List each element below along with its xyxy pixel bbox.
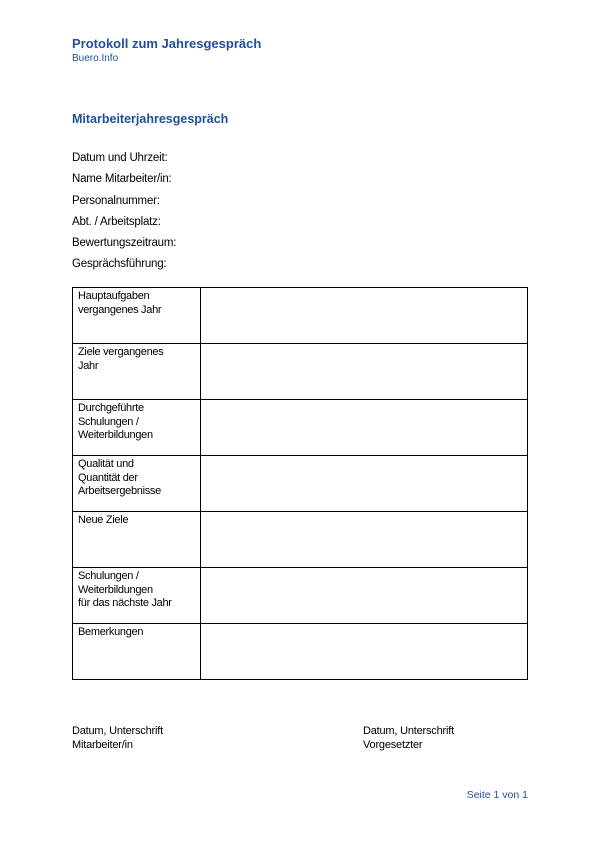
row-label-cell <box>73 624 201 680</box>
row-value-cell[interactable] <box>201 344 528 400</box>
field-label-personnel-number: Personalnummer: <box>72 194 160 207</box>
table-row <box>73 624 528 680</box>
page-subtitle: Buero.Info <box>72 53 119 64</box>
row-label: Qualität und Quantität der Arbeitsergebnisse <box>78 458 161 497</box>
table-row <box>73 568 528 624</box>
row-label-cell <box>73 400 201 456</box>
row-value-cell[interactable] <box>201 288 528 344</box>
review-table <box>72 287 528 680</box>
row-label: Durchgeführte Schulungen / Weiterbildungen <box>78 402 153 441</box>
table-row <box>73 400 528 456</box>
table-row <box>73 344 528 400</box>
row-value-cell[interactable] <box>201 456 528 512</box>
field-label-department: Abt. / Arbeitsplatz: <box>72 215 161 228</box>
row-label: Schulungen / Weiterbildungen für das nächste Jahr <box>78 570 172 609</box>
row-label: Ziele vergangenes Jahr <box>78 346 164 372</box>
page-number: Seite 1 von 1 <box>466 789 528 801</box>
table-row <box>73 288 528 344</box>
table-row <box>73 512 528 568</box>
row-label: Neue Ziele <box>78 514 129 526</box>
row-value-cell[interactable] <box>201 512 528 568</box>
row-value-cell[interactable] <box>201 568 528 624</box>
section-heading: Mitarbeiterjahresgespräch <box>72 112 229 126</box>
row-label-cell <box>73 512 201 568</box>
row-label-cell <box>73 456 201 512</box>
field-label-review-period: Bewertungszeitraum: <box>72 237 177 250</box>
signature-supervisor: Datum, Unterschrift Vorgesetzter <box>363 725 454 751</box>
row-label: Hauptaufgaben vergangenes Jahr <box>78 290 162 316</box>
row-label-cell <box>73 344 201 400</box>
field-label-employee-name: Name Mitarbeiter/in: <box>72 173 172 186</box>
page-title: Protokoll zum Jahresgespräch <box>72 36 262 51</box>
field-label-interviewer: Gesprächsführung: <box>72 258 167 271</box>
field-label-date-time: Datum und Uhrzeit: <box>72 152 168 164</box>
signature-employee: Datum, Unterschrift Mitarbeiter/in <box>72 725 163 751</box>
row-value-cell[interactable] <box>201 400 528 456</box>
row-label-cell <box>73 568 201 624</box>
row-value-cell[interactable] <box>201 624 528 680</box>
table-row <box>73 456 528 512</box>
field-list <box>72 148 176 276</box>
row-label-cell <box>73 288 201 344</box>
row-label: Bemerkungen <box>78 626 144 638</box>
